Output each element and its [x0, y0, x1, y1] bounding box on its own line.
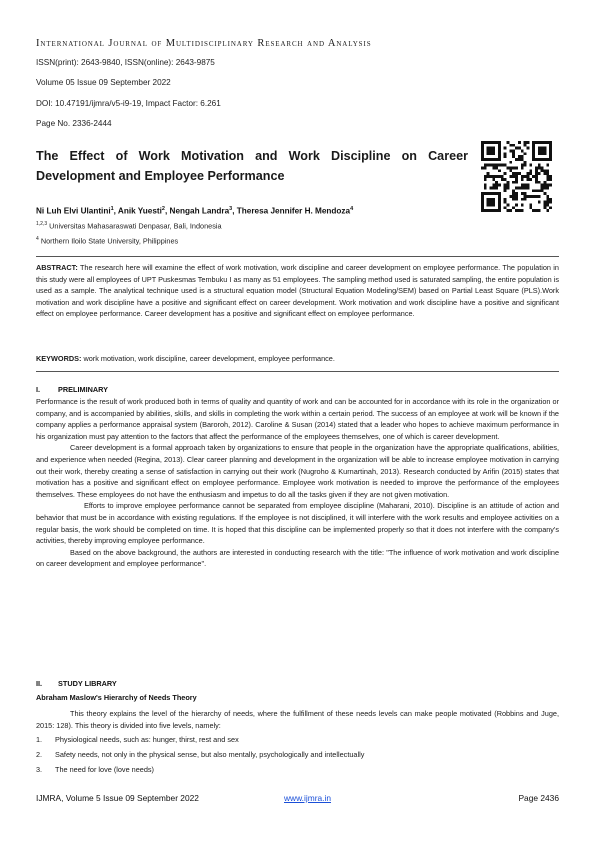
keywords-text: work motivation, work discipline, career development, employee performance.	[83, 354, 335, 363]
list-item	[36, 750, 364, 759]
affiliation-sup: 1,2,3	[36, 221, 48, 227]
section-1-body	[36, 396, 559, 570]
affiliation-1	[36, 221, 222, 230]
abstract	[36, 262, 559, 320]
author-sup: 2	[161, 206, 165, 212]
title-line-2: Development and Employee Performance	[36, 169, 285, 183]
section-2-heading	[36, 679, 117, 688]
section-number: I.	[36, 385, 41, 394]
affiliation-sup: 4	[36, 236, 39, 242]
list-number: 2.	[36, 750, 43, 759]
affiliation-text: Universitas Mahasaraswati Denpasar, Bali, Indonesia	[49, 221, 222, 231]
abstract-label: ABSTRACT:	[36, 263, 78, 272]
section-2-body	[36, 708, 559, 731]
subsection-heading: Abraham Maslow's Hierarchy of Needs Theory	[36, 693, 197, 702]
paragraph: Performance is the result of work produced both in terms of quality and quantity of work and can be accounted for in accordance with its role in the organization or company, and is accompanied by abilities, skills, and skills in completing the work within a certain period. The success of an employee at work will be known if the company applies a performance appraisal system (Baroroh, 2012). Caroline & Susan (2014) stated that a leader who hopes to achieve maximum performance in his organization must pay attention to the factors that affect the performance of the employees themselves, one of which is career development.	[36, 397, 559, 441]
volume-line: Volume 05 Issue 09 September 2022	[36, 78, 171, 87]
page-range: Page No. 2336-2444	[36, 119, 112, 128]
paragraph: Based on the above background, the authors are interested in conducting research with the title: "The influence of work motivation and work discipline on career development and employee performance".	[36, 547, 559, 569]
doi-line: DOI: 10.47191/ijmra/v5-i9-19, Impact Factor: 6.261	[36, 99, 221, 108]
title-line-1: The Effect of Work Motivation and Work Discipline on Career	[36, 149, 468, 163]
list-item	[36, 765, 154, 774]
list-number: 3.	[36, 765, 43, 774]
journal-name: International Journal of Multidisciplinary Research and Analysis	[36, 38, 372, 49]
author-sup: 1	[110, 206, 114, 212]
keywords	[36, 354, 559, 363]
paragraph: Efforts to improve employee performance cannot be separated from employee discipline (Maharani, 2010). Discipline is an attitude of action and behavior that must be in accordance with existing regulations. If the employee is not disciplined, it will interfere with the work results and employee activities on a regular basis, the work should be completed on time. It is hoped that this discipline can be implemented properly so that it does not interfere with the company's activities, thereby improving employee performance.	[36, 501, 559, 546]
author-list: Ni Luh Elvi Ulantini$^1$, Anik Yuesti$^2$, Nengah Landra$^3$, Theresa Jennifer H. Mendoza$^4$	[36, 206, 354, 216]
divider-top	[36, 256, 559, 257]
paragraph: Career development is a formal approach taken by organizations to ensure that people in the organization have the appropriate qualifications, abilities, and experience when needed (Regina, 2013). Clear career planning and development in the organization will be able to increase employee motivation in carrying out their work, thereby creating a sense of satisfaction in carrying out their work (Nugroho & Kurnartinah, 2013). Research conducted by Arifin (2015) states that motivation has a positive and significant effect on employee performance. Employee work motivation is needed to improve the performance of the employees themselves. These employees do not have the enthusiasm and impetus to do all the tasks given if they are not given motivation.	[36, 443, 559, 499]
qr-code-icon	[481, 141, 552, 212]
footer-journal: IJMRA, Volume 5 Issue 09 September 2022	[36, 793, 199, 803]
abstract-text: The research here will examine the effect of work motivation, work discipline and career development on employee performance. The population in this study were all employees of UPT Puskesmas Tembuku I as many as 51 employees. The sampling method used is saturated sampling, the entire population is used as a sample. The analytical technique used is a structural equation model (Structural Equation Modeling/SEM) based on Partial Least Square (PLS).Work motivation and work discipline have a positive and significant effect on career development. Work motivation and work discipline have a positive and significant effect on employee performance. Career development has a positive and significant effect on employee performance.	[36, 263, 559, 318]
keywords-label: KEYWORDS:	[36, 354, 82, 363]
list-text: Safety needs, not only in the physical sense, but also mentally, psychologically and intellectually	[55, 750, 365, 759]
section-number: II.	[36, 679, 43, 688]
list-number: 1.	[36, 735, 43, 744]
author-name: Anik Yuesti	[117, 206, 162, 216]
list-text: Physiological needs, such as: hunger, thirst, rest and sex	[55, 735, 239, 744]
author-name: Ni Luh Elvi Ulantini	[36, 206, 111, 216]
footer-page-number: Page 2436	[518, 793, 559, 803]
section-title: PRELIMINARY	[58, 385, 108, 394]
author-name: Theresa Jennifer H. Mendoza	[236, 206, 351, 216]
affiliation-text: Northern Iloilo State University, Philippines	[40, 236, 179, 246]
author-name: Nengah Landra	[169, 206, 230, 216]
list-text: The need for love (love needs)	[55, 765, 154, 774]
footer-website-link[interactable]: www.ijmra.in	[284, 793, 331, 803]
article-title	[36, 146, 468, 186]
author-sup: 4	[350, 206, 354, 212]
issn-line: ISSN(print): 2643-9840, ISSN(online): 2643-9875	[36, 58, 215, 67]
divider-bottom	[36, 371, 559, 372]
section-title: STUDY LIBRARY	[58, 679, 117, 688]
affiliation-2	[36, 236, 178, 245]
author-sup: 3	[229, 206, 233, 212]
list-item	[36, 735, 239, 744]
section-1-heading	[36, 385, 108, 394]
paragraph: This theory explains the level of the hierarchy of needs, where the fulfillment of these needs levels can make people motivated (Robbins and Juge, 2015: 128). This theory is divided into five levels, namely:	[36, 709, 559, 730]
